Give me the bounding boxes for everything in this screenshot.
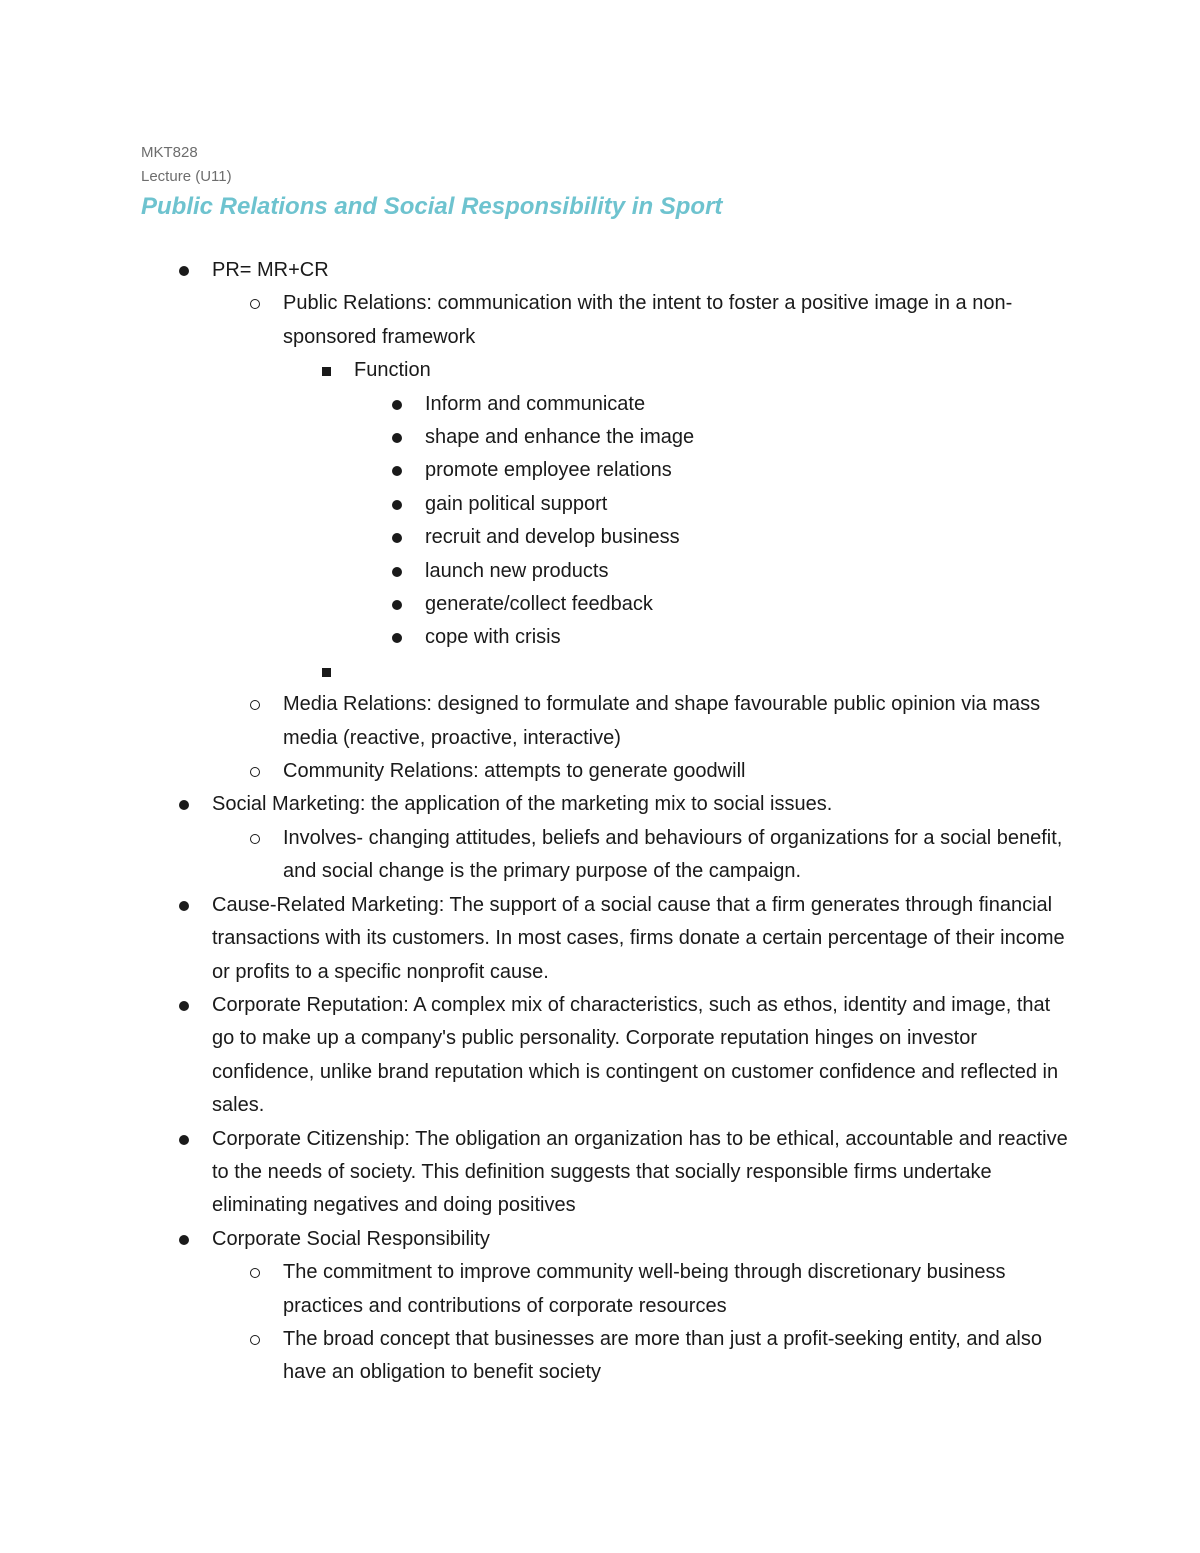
list-item-corporate-reputation: Corporate Reputation: A complex mix of characteristics, such as ethos, identity and image, that go to make up a company's public personality. Corporate reputation hinges on investor confidence, unlike brand reputation which is contingent on customer confidence and reflected in sales. [141,989,1071,1123]
public-relations-text: Public Relations: communication with the intent to foster a positive image in a non-sponsored framework [283,292,1013,348]
list-item-social-marketing [141,788,1071,888]
function-item: gain political support [354,488,1071,521]
csr-item: The commitment to improve community well-being through discretionary business practices and contributions of corporate resources [212,1256,1071,1323]
lecture-label: Lecture (U11) [141,168,232,185]
function-item: generate/collect feedback [354,588,1071,621]
list-item-pr [141,254,1071,788]
list-item-public-relations [212,287,1071,688]
list-item-function [283,354,1071,655]
function-item: promote employee relations [354,454,1071,487]
list-item-cause-related-marketing: Cause-Related Marketing: The support of a social cause that a firm generates through financial transactions with its customers. In most cases, firms donate a certain percentage of their income or profits to a specific nonprofit cause. [141,889,1071,989]
function-item: shape and enhance the image [354,421,1071,454]
course-code: MKT828 [141,144,198,161]
list-item-community-relations: Community Relations: attempts to generate goodwill [212,755,1071,788]
list-item-corporate-citizenship: Corporate Citizenship: The obligation an organization has to be ethical, accountable and reactive to the needs of society. This definition suggests that socially responsible firms undertake eliminating negatives and doing positives [141,1123,1071,1223]
function-item: Inform and communicate [354,388,1071,421]
list-item-involves: Involves- changing attitudes, beliefs and behaviours of organizations for a social benefit, and social change is the primary purpose of the campaign. [212,822,1071,889]
function-item: launch new products [354,555,1071,588]
list-item-media-relations: Media Relations: designed to formulate and shape favourable public opinion via mass media (reactive, proactive, interactive) [212,688,1071,755]
document-page [141,141,1071,1390]
csr-label: Corporate Social Responsibility [212,1227,490,1250]
function-item: recruit and develop business [354,521,1071,554]
function-label: Function [354,359,431,382]
csr-item: The broad concept that businesses are more than just a profit-seeking entity, and also have an obligation to benefit society [212,1323,1071,1390]
page-title: Public Relations and Social Responsibility in Sport [141,193,723,220]
list-item-csr [141,1223,1071,1390]
outline-list [141,254,1071,1390]
list-item-empty [283,655,1071,688]
social-marketing-text: Social Marketing: the application of the marketing mix to social issues. [212,793,833,816]
pr-equation: PR= MR+CR [212,259,329,281]
function-item: cope with crisis [354,621,1071,654]
